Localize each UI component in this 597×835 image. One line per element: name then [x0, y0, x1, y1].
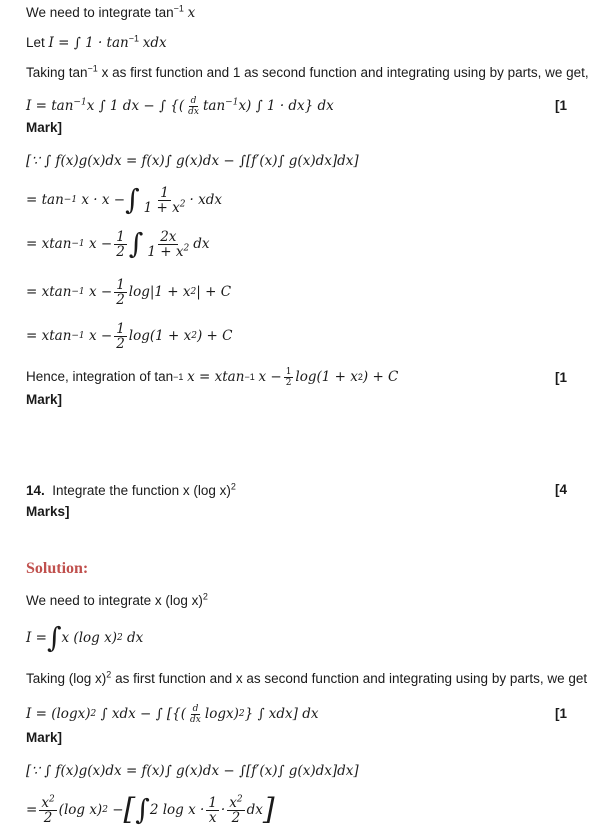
integral-sign: ∫	[128, 227, 144, 260]
numerator: 1	[160, 184, 169, 201]
eq-part: · xdx	[189, 192, 222, 208]
integral-expression: I = ∫ 1 · tan	[48, 35, 129, 51]
equation-2: = tan −1 x · x − ∫ $\frac{1}{1 + x^2}$ · xdx	[26, 183, 222, 216]
num-text: x	[229, 794, 237, 811]
denominator: dx	[190, 714, 201, 725]
superscript: −1	[225, 97, 239, 108]
eq-part: log|1 + x	[128, 284, 191, 300]
half-fraction	[284, 367, 294, 388]
intro-text: We need to integrate tan	[26, 5, 174, 20]
numerator: 1	[116, 276, 125, 293]
let-line	[26, 34, 167, 52]
eq-part: 2 log x ·	[149, 802, 205, 818]
hence-text: Hence, integration of tan	[26, 369, 174, 384]
num-text: x	[41, 794, 49, 811]
denominator	[142, 201, 188, 215]
eq-part: tan	[202, 98, 226, 114]
denominator: 2	[43, 809, 53, 826]
equation-5: = xtan −1 x − $\frac{1}{2}$ log(1 + x 2 ) + C	[26, 320, 233, 352]
mark-label: [4	[555, 482, 568, 497]
solution-taking	[26, 670, 587, 688]
numerator: 1	[116, 228, 125, 245]
numerator: d	[190, 96, 197, 106]
by-parts-rule: [∵ ∫ f(x)g(x)dx = f(x)∫ g(x)dx − ∫[f′(x)∫ g(x)dx]dx]	[26, 153, 359, 169]
equation-3: = xtan −1 x − $\frac{1}{2}$ ∫ $\frac{2x}{1 + x^2}$ dx	[26, 227, 210, 260]
eq-part: I = tan	[26, 98, 74, 114]
denominator	[145, 245, 191, 259]
taking-line	[26, 64, 589, 82]
numerator: 1	[208, 794, 217, 811]
eq-part: dx	[193, 236, 210, 252]
denominator: 2	[285, 377, 292, 388]
mark-label-cont: Mark]	[26, 120, 63, 135]
eq-part: log(1 + x	[295, 369, 358, 385]
superscript: −1	[73, 97, 87, 108]
by-parts-rule: [∵ ∫ f(x)g(x)dx = f(x)∫ g(x)dx − ∫[f′(x)∫ g(x)dx]dx]	[26, 763, 359, 779]
solution-by-parts: I = (logx) 2 ∫ xdx − ∫ [{( $\frac{d}{dx}$ logx) 2 } ∫ xdx] dx	[26, 703, 319, 725]
fraction	[39, 796, 56, 825]
solution-integral: I = ∫ x (log x) 2 dx	[26, 621, 144, 654]
integral-sign: ∫	[125, 183, 140, 216]
numerator: 1	[116, 320, 125, 337]
superscript: −1	[87, 63, 98, 74]
hence-line: Hence, integration of tan −1 x = xtan −1 x − $\frac{1}{2}$ log(1 + x 2 ) + C	[26, 366, 399, 388]
eq-part: x · x −	[81, 192, 126, 208]
eq-part: −	[112, 802, 124, 818]
superscript: 2	[202, 591, 208, 602]
fraction	[227, 796, 244, 825]
question-14	[26, 482, 236, 500]
eq-part: ) + C	[196, 328, 233, 344]
fraction	[206, 796, 219, 825]
half-fraction	[114, 322, 127, 351]
denominator: 2	[116, 243, 125, 260]
numerator: 2x	[160, 228, 177, 245]
eq-part: logx)	[204, 706, 239, 722]
numerator	[227, 796, 244, 811]
denominator: 2	[231, 809, 241, 826]
eq-part: | + C	[196, 284, 232, 300]
superscript: 2	[48, 794, 55, 804]
den-text: 1 + x	[143, 199, 180, 216]
solution-heading: Solution:	[26, 560, 89, 577]
eq-part: } ∫ xdx] dx	[244, 706, 319, 722]
taking-rest: x as first function and 1 as second function and integrating using by parts, we get,	[101, 65, 589, 80]
derivative-fraction	[188, 704, 203, 725]
numerator	[39, 796, 56, 811]
solution-intro	[26, 592, 208, 610]
eq-part: =	[26, 802, 38, 818]
numerator: 1	[285, 366, 292, 377]
denominator: 2	[116, 335, 125, 352]
denominator: 2	[116, 291, 125, 308]
eq-part: x −	[258, 369, 282, 385]
eq-part: x −	[88, 328, 113, 344]
let-label: Let	[26, 35, 45, 50]
question-text: Integrate the function x (log x)	[52, 483, 231, 498]
eq-part: x) ∫ 1 · dx} dx	[238, 98, 334, 114]
denominator: dx	[188, 107, 199, 117]
solution-intro-text: We need to integrate x (log x)	[26, 593, 203, 608]
superscript: 2	[236, 794, 243, 804]
eq-part: x ∫ 1 dx − ∫ {(	[86, 98, 185, 114]
fraction	[142, 186, 188, 215]
mark-label: [1	[555, 370, 568, 385]
mark-label-cont: Mark]	[26, 730, 63, 745]
eq-part: = tan	[26, 192, 64, 208]
eq-part: x = xtan	[187, 369, 245, 385]
superscript: −1	[128, 33, 139, 44]
variable: x	[187, 5, 196, 21]
intro-line	[26, 4, 195, 22]
den-text: 1 + x	[147, 243, 184, 260]
half-fraction	[114, 230, 127, 259]
bracket-open: [	[123, 792, 136, 827]
derivative-fraction	[186, 96, 201, 117]
superscript: 2	[230, 481, 236, 492]
eq-part: ) + C	[362, 369, 399, 385]
eq-part: (log x)	[58, 802, 103, 818]
superscript: 2	[183, 243, 190, 253]
superscript: 2	[179, 199, 186, 209]
eq-part: I =	[26, 630, 47, 646]
eq-part: = xtan	[26, 284, 72, 300]
mark-label-cont: Marks]	[26, 504, 70, 519]
eq-part: dx	[127, 630, 144, 646]
numerator: d	[192, 703, 199, 714]
eq-part: ∫ xdx − ∫ [{(	[100, 706, 187, 722]
question-number: 14.	[26, 483, 45, 498]
eq-part: x −	[88, 284, 113, 300]
eq-part: x (log x)	[61, 630, 117, 646]
eq-part: = xtan	[26, 236, 72, 252]
integral-sign: ∫	[46, 621, 62, 654]
bracket-close: ]	[262, 792, 275, 827]
eq-part: x −	[88, 236, 113, 252]
taking-text: Taking tan	[26, 65, 88, 80]
eq-part: log(1 + x	[128, 328, 192, 344]
mark-label: [1	[555, 98, 568, 113]
eq-part: ·	[220, 802, 226, 818]
denominator: x	[208, 809, 217, 826]
fraction	[145, 230, 191, 259]
eq-part: = xtan	[26, 328, 72, 344]
equation-1	[26, 96, 334, 117]
eq-part: dx	[246, 802, 263, 818]
taking-text: Taking (log x)	[26, 671, 107, 686]
mark-label-cont: Mark]	[26, 392, 63, 407]
taking-rest: as first function and x as second function and integrating using by parts, we get	[115, 671, 588, 686]
equation-4: = xtan −1 x − $\frac{1}{2}$ log|1 + x 2 | + C	[26, 276, 232, 308]
mark-label: [1	[555, 706, 568, 721]
half-fraction	[114, 278, 127, 307]
eq-part: I = (logx)	[26, 706, 91, 722]
integral-sign: ∫	[135, 793, 150, 826]
superscript: 2	[106, 669, 112, 680]
integral-tail: xdx	[142, 35, 167, 51]
solution-step: = $\frac{x^2}{2}$ (log x) 2 − [ ∫ 2 log x · $\frac{1}{x}$ · $\frac{x^2}{2}$ dx ]	[26, 792, 275, 827]
superscript: −1	[173, 3, 184, 14]
